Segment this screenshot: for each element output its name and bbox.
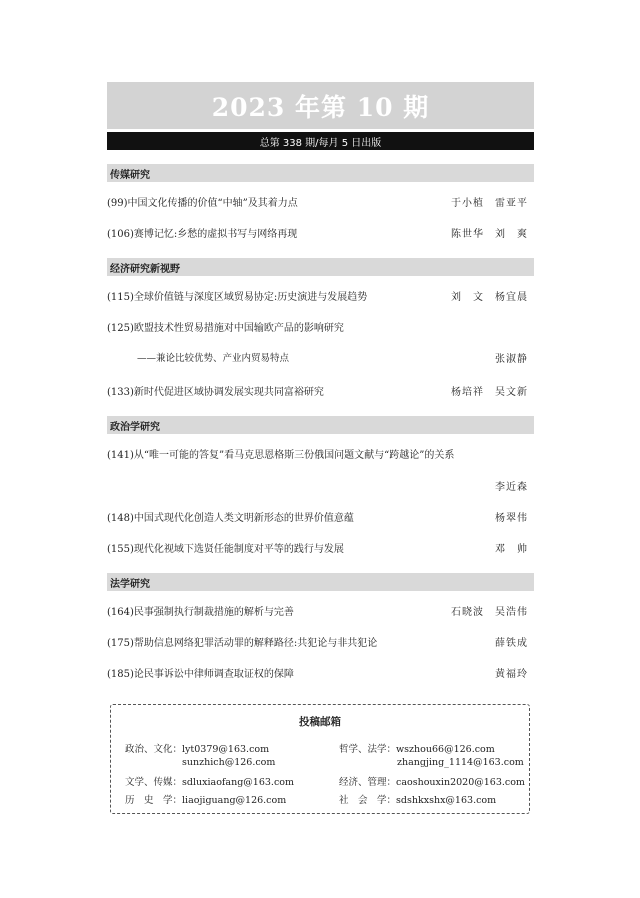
submission-mailbox: [110, 704, 530, 814]
article-title: (175)帮助信息网络犯罪活动罪的解释路径:共犯论与非共犯论: [107, 638, 378, 649]
article-item[interactable]: [107, 591, 534, 622]
article-title: (164)民事强制执行制裁措施的解析与完善: [107, 607, 294, 618]
mailbox-email[interactable]: sunzhich@126.com: [182, 757, 276, 768]
article-title: (185)论民事诉讼中律师调查取证权的保障: [107, 669, 294, 680]
mailbox-entry[interactable]: [339, 741, 495, 755]
article-authors: 黄福玲: [495, 669, 528, 680]
mailbox-label: 政治、文化：: [125, 744, 183, 755]
article-item[interactable]: [107, 653, 534, 684]
article-subtitle-item[interactable]: [107, 338, 534, 371]
section-header-law: 法学研究: [107, 573, 534, 591]
mailbox-email[interactable]: sdluxiaofang@163.com: [182, 777, 294, 788]
section-header-media: 传媒研究: [107, 164, 534, 182]
article-item[interactable]: [107, 434, 534, 497]
mailbox-email[interactable]: wszhou66@126.com: [396, 744, 495, 755]
mailbox-email[interactable]: caoshouxin2020@163.com: [396, 777, 525, 788]
article-title: (115)全球价值链与深度区域贸易协定:历史演进与发展趋势: [107, 292, 368, 303]
article-item[interactable]: [107, 276, 534, 307]
article-authors: 石晓波 吴浩伟: [451, 607, 528, 618]
article-authors: 李近森: [495, 482, 528, 493]
mailbox-label: 文学、传媒：: [125, 777, 183, 788]
table-of-contents: [107, 82, 534, 684]
mailbox-title: 投稿邮箱: [299, 716, 341, 728]
article-item[interactable]: [107, 622, 534, 653]
article-item[interactable]: [107, 182, 534, 213]
article-authors: 刘 文 杨宜晨: [451, 292, 528, 303]
article-title: (141)从“唯一可能的答复”看马克思恩格斯三份俄国问题文献与“跨越论”的关系: [107, 450, 455, 461]
mailbox-email[interactable]: lyt0379@163.com: [182, 744, 270, 755]
article-item[interactable]: [107, 307, 534, 338]
mailbox-entry[interactable]: [125, 792, 286, 806]
article-item[interactable]: [107, 528, 534, 559]
article-authors: 邓 帅: [495, 544, 528, 555]
article-authors: 陈世华 刘 爽: [451, 229, 528, 240]
mailbox-email[interactable]: zhangjing_1114@163.com: [397, 757, 524, 768]
mailbox-email[interactable]: sdshkxshx@163.com: [396, 795, 497, 806]
article-title: (133)新时代促进区域协调发展实现共同富裕研究: [107, 387, 324, 398]
mailbox-entry[interactable]: [125, 741, 269, 755]
mailbox-label: 历 史 学：: [125, 795, 183, 806]
mailbox-entry[interactable]: [182, 757, 275, 768]
issue-info: 总第 338 期/每月 5 日出版: [107, 132, 534, 150]
article-subtitle: ——兼论比较优势、产业内贸易特点: [137, 353, 290, 364]
mailbox-email[interactable]: liaojiguang@126.com: [182, 795, 287, 806]
article-authors: 张淑静: [495, 354, 528, 365]
mailbox-entry[interactable]: [125, 774, 294, 788]
article-item[interactable]: [107, 213, 534, 244]
article-title: (148)中国式现代化创造人类文明新形态的世界价值意蕴: [107, 513, 354, 524]
article-title: (155)现代化视域下选贤任能制度对平等的践行与发展: [107, 544, 344, 555]
mailbox-entry[interactable]: [339, 774, 525, 788]
issue-title: 2023 年第 10 期: [107, 82, 534, 129]
mailbox-label: 经济、管理：: [339, 777, 397, 788]
section-header-economics: 经济研究新视野: [107, 258, 534, 276]
article-item[interactable]: [107, 497, 534, 528]
article-title: (106)赛博记忆:乡愁的虚拟书写与网络再现: [107, 229, 298, 240]
article-title: (99)中国文化传播的价值“中轴”及其着力点: [107, 198, 298, 209]
mailbox-entry[interactable]: [339, 792, 496, 806]
article-item[interactable]: [107, 371, 534, 402]
article-authors: 杨培祥 吴文新: [451, 387, 528, 398]
article-title: (125)欧盟技术性贸易措施对中国输欧产品的影响研究: [107, 323, 344, 334]
article-authors: 于小植 雷亚平: [451, 198, 528, 209]
mailbox-entry[interactable]: [397, 757, 524, 768]
mailbox-label: 社 会 学：: [339, 795, 397, 806]
mailbox-label: 哲学、法学：: [339, 744, 397, 755]
article-authors: 杨翠伟: [495, 513, 528, 524]
article-authors: 薛铁成: [495, 638, 528, 649]
section-header-politics: 政治学研究: [107, 416, 534, 434]
